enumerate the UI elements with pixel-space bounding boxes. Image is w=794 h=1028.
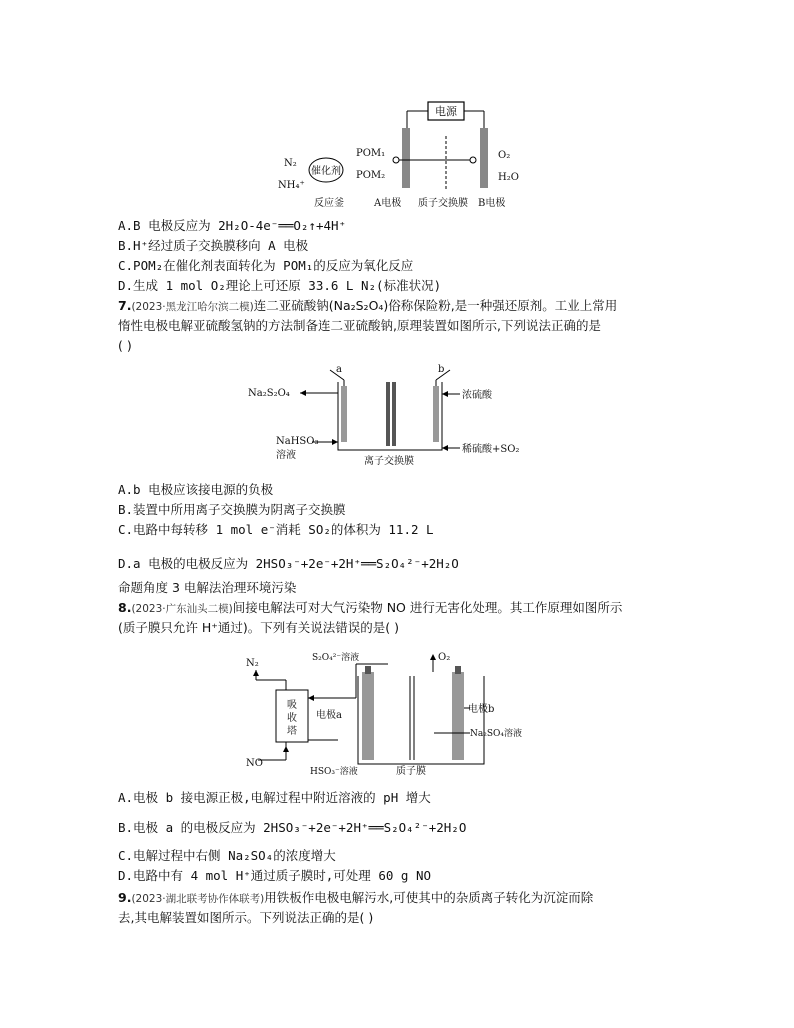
q7-option-a: A.b 电极应该接电源的负极: [118, 482, 274, 497]
nahso3-solution-label: 溶液: [276, 450, 296, 461]
na2so4-solution-label: Na₂SO₄溶液: [470, 729, 523, 739]
n2-out-label: N₂: [246, 658, 259, 669]
no-in-label: NO: [246, 758, 263, 769]
q6-option-b: B.H⁺经过质子交换膜移向 A 电极: [118, 238, 309, 253]
q7-stem1: 连二亚硫酸钠(Na₂S₂O₄)俗称保险粉,是一种强还原剂。工业上常用: [253, 298, 618, 313]
q7-number: 7.: [118, 298, 132, 313]
proton-membrane-label: 质子膜: [396, 766, 426, 777]
q6-option-c: C.POM₂在催化剂表面转化为 POM₁的反应为氧化反应: [118, 258, 414, 273]
o2-out-label: O₂: [438, 652, 451, 663]
absorption-tower-char2: 收: [287, 713, 297, 724]
electrode-b-label: B电极: [478, 198, 506, 209]
conc-acid-label: 浓硫酸: [462, 390, 492, 401]
absorption-tower-char1: 吸: [287, 700, 297, 711]
na2s2o4-label: Na₂S₂O₄: [248, 388, 290, 399]
pom1-label: POM₁: [356, 148, 386, 159]
q7-blank: ( ): [118, 338, 132, 353]
n2-label: N₂: [284, 158, 297, 169]
figure-1-pom-cell: [270, 96, 530, 214]
q6-option-a: A.B 电极反应为 2H₂O-4e⁻══O₂↑+4H⁺: [118, 218, 347, 233]
nh4-label: NH₄⁺: [278, 180, 305, 191]
catalyst-label: 催化剂: [311, 166, 341, 177]
q8-source: (2023·广东汕头二模): [131, 603, 233, 615]
electrode-a-letter: a: [336, 364, 342, 375]
q8-stem-line2: (质子膜只允许 H⁺通过)。下列有关说法错误的是( ): [118, 620, 399, 635]
q7-stem-line1: [118, 298, 617, 315]
q9-number: 9.: [118, 890, 132, 905]
q8-option-b: B.电极 a 的电极反应为 2HSO₃⁻+2e⁻+2H⁺══S₂O₄²⁻+2H₂O: [118, 820, 467, 835]
q8-stem-line1: [118, 600, 622, 617]
o2-label: O₂: [498, 150, 511, 161]
q8-stem1: 间接电解法可对大气污染物 NO 进行无害化处理。其工作原理如图所示: [232, 600, 623, 615]
figure-2-dithionite-cell: [240, 360, 540, 470]
q8-number: 8.: [118, 600, 132, 615]
ion-exchange-membrane-label: 离子交换膜: [364, 456, 414, 467]
q8-option-a: A.电极 b 接电源正极,电解过程中附近溶液的 pH 增大: [118, 790, 431, 805]
reactor-label: 反应釜: [314, 198, 344, 209]
absorption-tower-char3: 塔: [287, 726, 297, 737]
electrode-b-label-2: 电极b: [468, 704, 495, 715]
q9-source: (2023·湖北联考协作体联考): [131, 893, 265, 905]
section-heading: 命题角度 3 电解法治理环境污染: [118, 580, 297, 595]
pom2-label: POM₂: [356, 170, 386, 181]
q8-option-c: C.电解过程中右侧 Na₂SO₄的浓度增大: [118, 848, 336, 863]
nahso3-label: NaHSO₃: [276, 436, 319, 447]
q6-option-d: D.生成 1 mol O₂理论上可还原 33.6 L N₂(标准状况): [118, 278, 442, 293]
q9-stem1: 用铁板作电极电解污水,可使其中的杂质离子转化为沉淀而除: [264, 890, 594, 905]
figure-3-no-treatment: [238, 650, 558, 778]
power-label: 电源: [435, 105, 457, 118]
q8-option-d: D.电路中有 4 mol H⁺通过质子膜时,可处理 60 g NO: [118, 868, 432, 883]
membrane-label: 质子交换膜: [418, 198, 468, 209]
q7-stem-line2: 惰性电极电解亚硫酸氢钠的方法制备连二亚硫酸钠,原理装置如图所示,下列说法正确的是: [118, 318, 601, 333]
s2o4-solution-label: S₂O₄²⁻溶液: [312, 653, 360, 663]
q7-source: (2023·黑龙江哈尔滨二模): [131, 301, 254, 313]
electrode-a-label-2: 电极a: [316, 710, 342, 721]
q9-stem-line2: 去,其电解装置如图所示。下列说法正确的是( ): [118, 910, 374, 925]
q9-stem-line1: [118, 890, 593, 907]
hso3-solution-label: HSO₃⁻溶液: [310, 767, 358, 777]
q7-option-b: B.装置中所用离子交换膜为阴离子交换膜: [118, 502, 346, 517]
electrode-a-label: A电极: [374, 198, 402, 209]
electrode-b-letter: b: [438, 364, 445, 375]
dilute-acid-label: 稀硫酸+SO₂: [462, 444, 520, 455]
q7-option-d: D.a 电极的电极反应为 2HSO₃⁻+2e⁻+2H⁺══S₂O₄²⁻+2H₂O: [118, 556, 459, 571]
q7-option-c: C.电路中每转移 1 mol e⁻消耗 SO₂的体积为 11.2 L: [118, 522, 434, 537]
h2o-label: H₂O: [498, 172, 519, 183]
